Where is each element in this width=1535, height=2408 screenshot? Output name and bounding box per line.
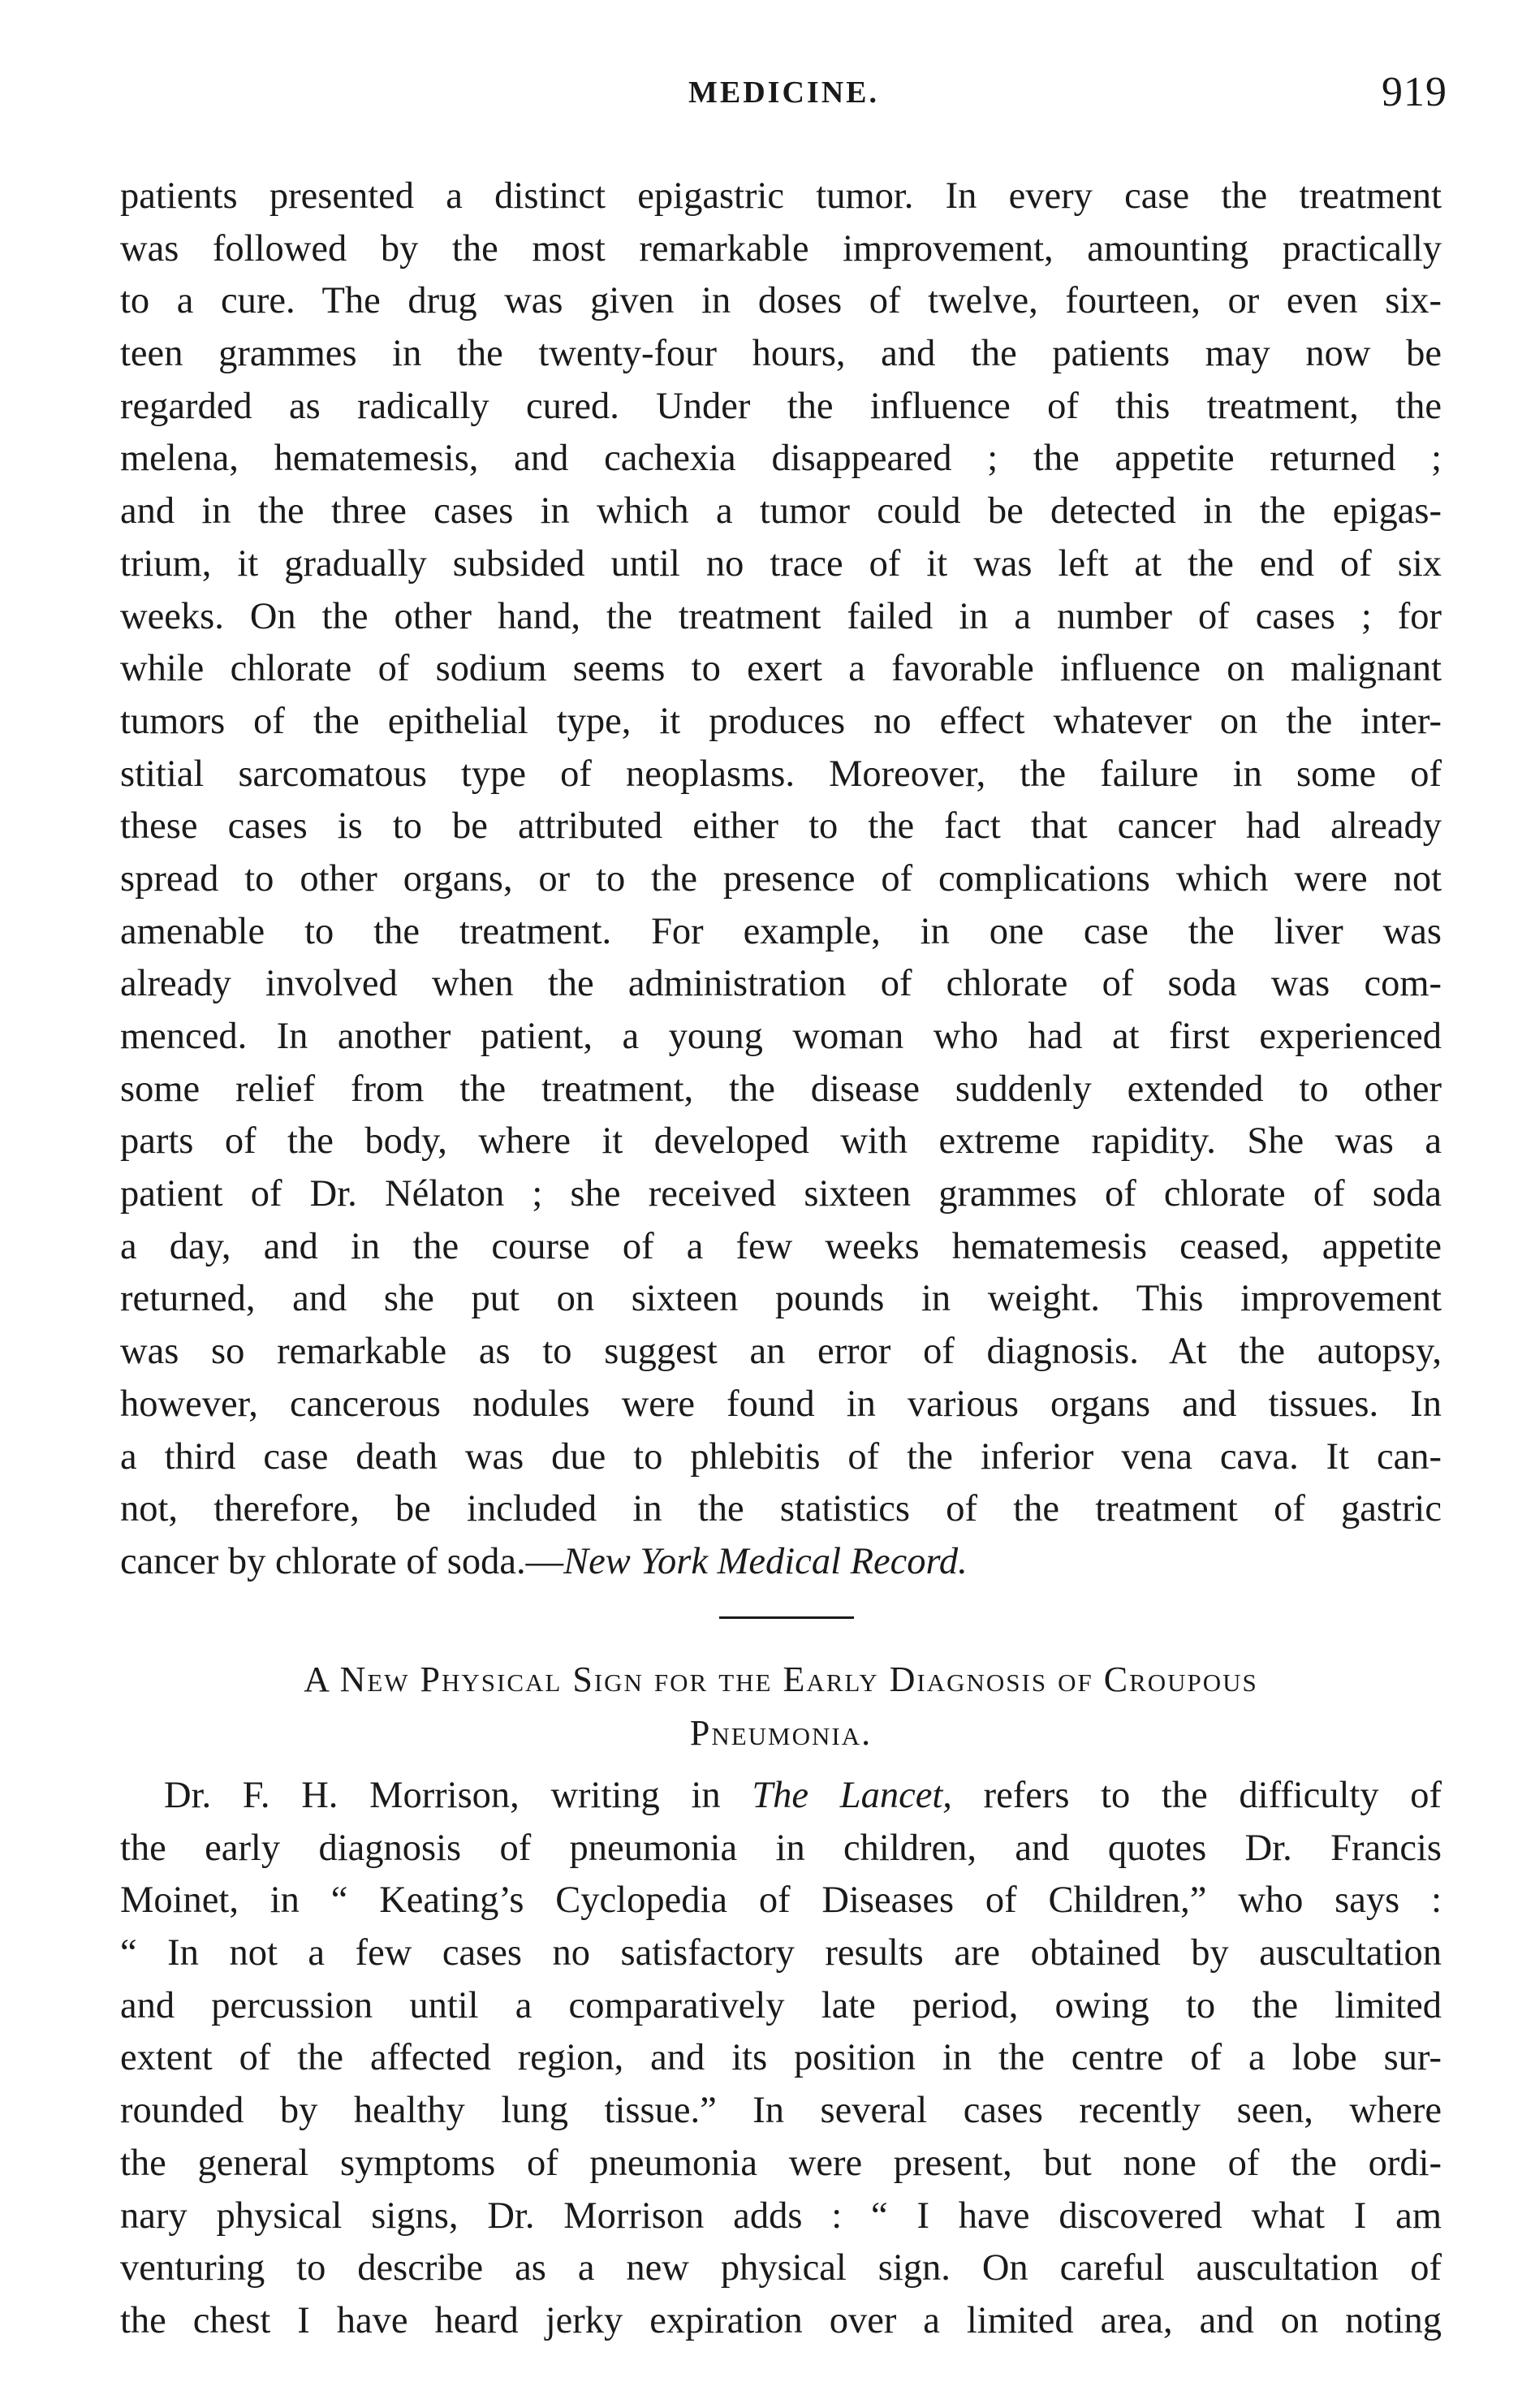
- text-line-last: [120, 1536, 1442, 1589]
- text-line: stitial sarcomatous type of neoplasms. Moreover, the failure in some of: [120, 753, 1442, 795]
- page-number: 919: [1382, 69, 1447, 115]
- text-line: melena, hematemesis, and cachexia disappeared ; the appetite returned ;: [120, 438, 1442, 480]
- text-line: and percussion until a comparatively late period, owing to the limited: [120, 1984, 1442, 2026]
- text-line: nary physical signs, Dr. Morrison adds : “ I have discovered what I am: [120, 2194, 1442, 2237]
- text-line: patient of Dr. Nélaton ; she received sixteen grammes of chlorate of soda: [120, 1173, 1442, 1215]
- text-line: the early diagnosis of pneumonia in children, and quotes Dr. Francis: [120, 1827, 1442, 1869]
- section-heading: [120, 1653, 1442, 1760]
- text-line: a day, and in the course of a few weeks hematemesis ceased, appetite: [120, 1225, 1442, 1267]
- text-line: while chlorate of sodium seems to exert a favorable influence on malignant: [120, 648, 1442, 690]
- text-line: some relief from the treatment, the disease suddenly extended to other: [120, 1068, 1442, 1110]
- text-line: extent of the affected region, and its position in the centre of a lobe sur-: [120, 2037, 1442, 2079]
- text-line: amenable to the treatment. For example, in one case the liver was: [120, 910, 1442, 952]
- text-line: teen grammes in the twenty-four hours, and the patients may now be: [120, 333, 1442, 375]
- text-line-first: [120, 1770, 1442, 1823]
- source-citation: New York Medical Record.: [563, 1540, 968, 1582]
- section-divider: [719, 1616, 854, 1619]
- text-line: trium, it gradually subsided until no trace of it was left at the end of six: [120, 542, 1442, 585]
- text-line: was followed by the most remarkable improvement, amounting practically: [120, 227, 1442, 270]
- journal-title: The Lancet,: [752, 1775, 952, 1816]
- text-line: tumors of the epithelial type, it produces no effect whatever on the inter-: [120, 700, 1442, 742]
- text-line: these cases is to be attributed either to the fact that cancer had already: [120, 805, 1442, 848]
- intro-text-cont: refers to the difficulty of: [951, 1775, 1442, 1816]
- text-line: the chest I have heard jerky expiration over a limited area, and on noting: [120, 2299, 1442, 2341]
- section-heading-line-1: A New Physical Sign for the Early Diagnosis of Croupous: [304, 1659, 1258, 1699]
- closing-text: cancer by chlorate of soda.—: [120, 1540, 564, 1582]
- text-line: patients presented a distinct epigastric tumor. In every case the treatment: [120, 175, 1442, 217]
- text-line: spread to other organs, or to the presence of complications which were not: [120, 857, 1442, 900]
- text-line: was so remarkable as to suggest an error of diagnosis. At the autopsy,: [120, 1331, 1442, 1373]
- running-head: [120, 69, 1447, 132]
- article-2-paragraph: [120, 1770, 1442, 2348]
- text-line: returned, and she put on sixteen pounds in weight. This improvement: [120, 1278, 1442, 1320]
- text-line: venturing to describe as a new physical sign. On careful auscultation of: [120, 2247, 1442, 2289]
- text-line: parts of the body, where it developed with extreme rapidity. She was a: [120, 1120, 1442, 1163]
- text-line: a third case death was due to phlebitis of the inferior vena cava. It can-: [120, 1435, 1442, 1478]
- text-line: regarded as radically cured. Under the influence of this treatment, the: [120, 385, 1442, 427]
- running-title: MEDICINE.: [688, 76, 879, 110]
- text-line: to a cure. The drug was given in doses of twelve, fourteen, or even six-: [120, 280, 1442, 322]
- text-line: weeks. On the other hand, the treatment failed in a number of cases ; for: [120, 595, 1442, 637]
- text-line: already involved when the administration of chlorate of soda was com-: [120, 963, 1442, 1005]
- text-line: rounded by healthy lung tissue.” In several cases recently seen, where: [120, 2090, 1442, 2132]
- text-line: menced. In another patient, a young woman who had at first experienced: [120, 1016, 1442, 1057]
- section-heading-line-2: Pneumonia.: [689, 1713, 873, 1753]
- article-1-paragraph: [120, 170, 1442, 1589]
- text-line: not, therefore, be included in the statistics of the treatment of gastric: [120, 1488, 1442, 1530]
- text-line: the general symptoms of pneumonia were present, but none of the ordi-: [120, 2142, 1442, 2184]
- text-line: “ In not a few cases no satisfactory results are obtained by auscultation: [120, 1932, 1442, 1974]
- text-line: however, cancerous nodules were found in various organs and tissues. In: [120, 1383, 1442, 1425]
- text-line: Moinet, in “ Keating’s Cyclopedia of Diseases of Children,” who says :: [120, 1879, 1442, 1922]
- text-line: and in the three cases in which a tumor could be detected in the epigas-: [120, 490, 1442, 533]
- intro-text: Dr. F. H. Morrison, writing in: [164, 1775, 752, 1816]
